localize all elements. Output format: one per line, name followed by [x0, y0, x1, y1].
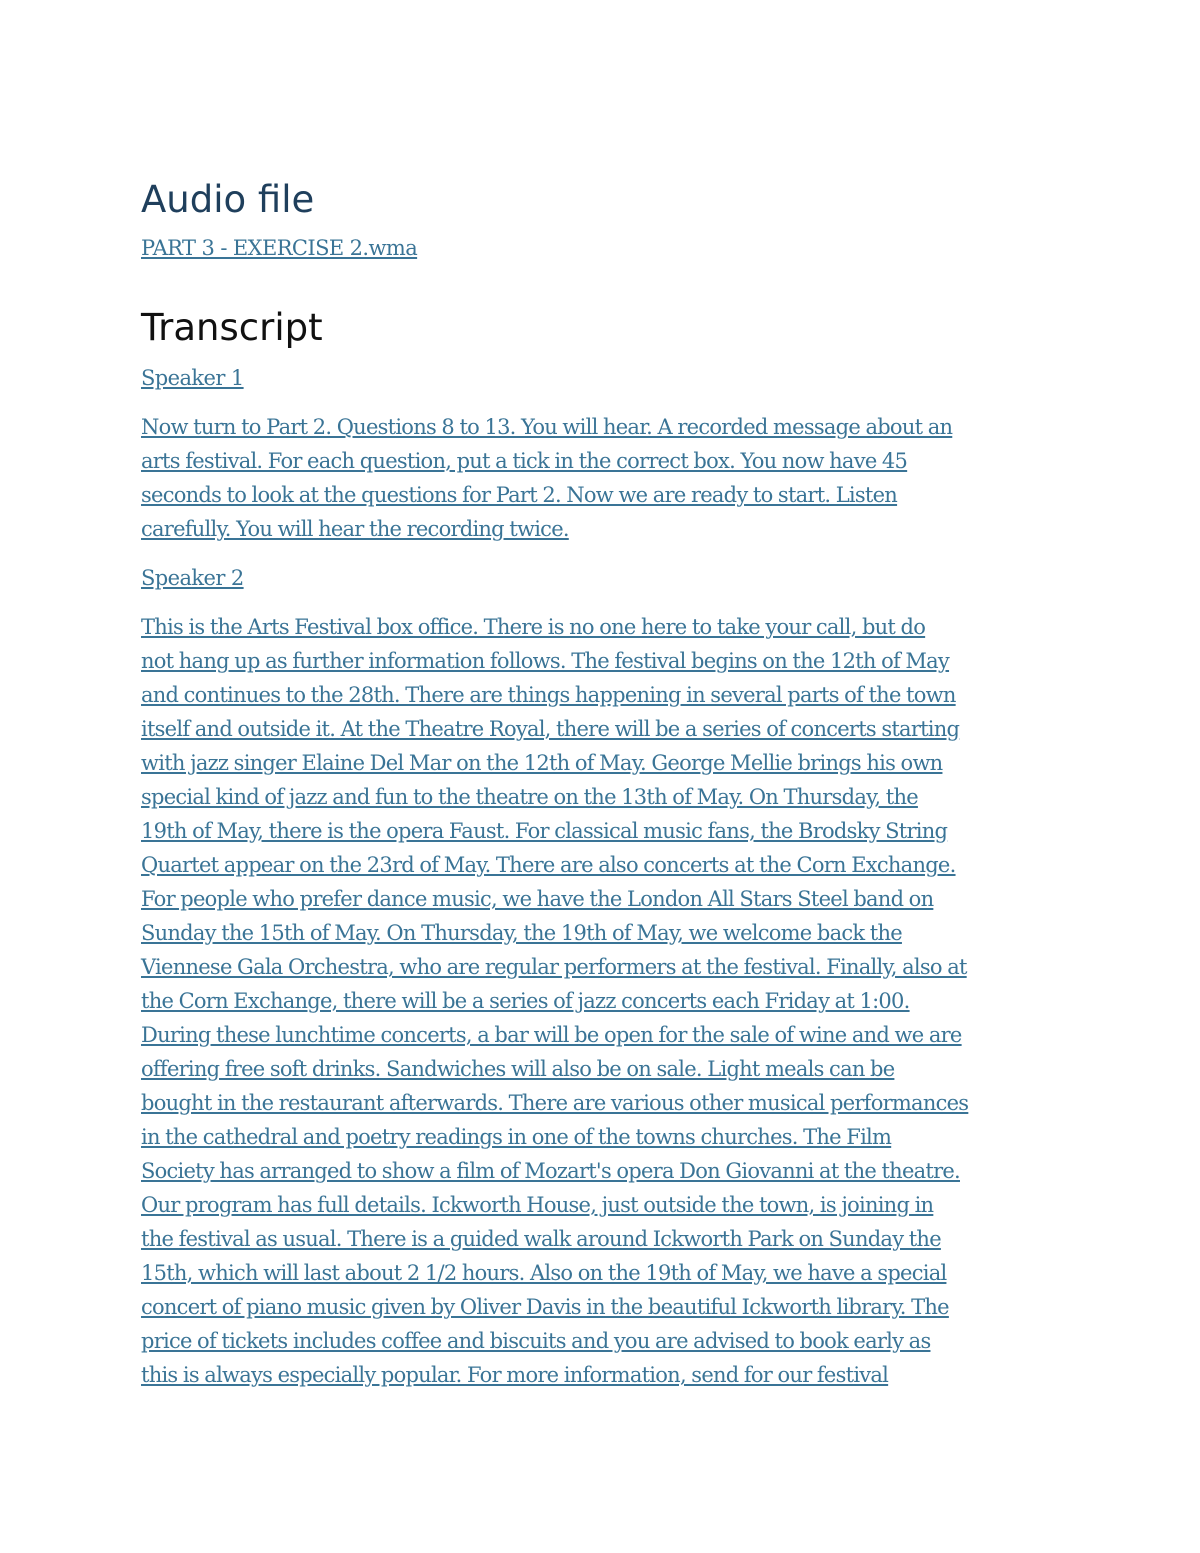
- text-line: bought in the restaurant afterwards. There are various other musical performances: [141, 1091, 969, 1115]
- transcript-heading: Transcript: [141, 306, 323, 349]
- text-line: Society has arranged to show a film of Mozart's opera Don Giovanni at the theatre.: [141, 1159, 960, 1183]
- text-line: carefully. You will hear the recording twice.: [141, 517, 569, 541]
- text-line: This is the Arts Festival box office. There is no one here to take your call, but do: [141, 615, 926, 639]
- text-line: Now turn to Part 2. Questions 8 to 13. You will hear. A recorded message about an: [141, 415, 953, 439]
- text-line: this is always especially popular. For more information, send for our festival: [141, 1363, 889, 1387]
- text-line: Quartet appear on the 23rd of May. There are also concerts at the Corn Exchange.: [141, 853, 956, 877]
- text-line: the Corn Exchange, there will be a series of jazz concerts each Friday at 1:00.: [141, 989, 910, 1013]
- text-line: seconds to look at the questions for Part 2. Now we are ready to start. Listen: [141, 483, 898, 507]
- audio-file-heading: Audio file: [141, 178, 315, 221]
- text-line: arts festival. For each question, put a tick in the correct box. You now have 45: [141, 449, 908, 473]
- document-page: [141, 170, 1061, 1392]
- text-line: price of tickets includes coffee and biscuits and you are advised to book early as: [141, 1329, 931, 1353]
- text-line: not hang up as further information follows. The festival begins on the 12th of May: [141, 649, 950, 673]
- text-line: Sunday the 15th of May. On Thursday, the 19th of May, we welcome back the: [141, 921, 902, 945]
- text-line: During these lunchtime concerts, a bar will be open for the sale of wine and we are: [141, 1023, 962, 1047]
- text-line: Our program has full details. Ickworth House, just outside the town, is joining in: [141, 1193, 934, 1217]
- speaker-1-label[interactable]: Speaker 1: [141, 366, 244, 390]
- text-line: Viennese Gala Orchestra, who are regular performers at the festival. Finally, also at: [141, 955, 967, 979]
- speaker-2-label[interactable]: Speaker 2: [141, 566, 244, 590]
- text-line: offering free soft drinks. Sandwiches will also be on sale. Light meals can be: [141, 1057, 895, 1081]
- text-line: 15th, which will last about 2 1/2 hours. Also on the 19th of May, we have a special: [141, 1261, 947, 1285]
- text-line: with jazz singer Elaine Del Mar on the 12th of May. George Mellie brings his own: [141, 751, 943, 775]
- text-line: itself and outside it. At the Theatre Royal, there will be a series of concerts starting: [141, 717, 960, 741]
- speaker-1-text[interactable]: [141, 410, 1061, 546]
- text-line: the festival as usual. There is a guided walk around Ickworth Park on Sunday the: [141, 1227, 941, 1251]
- text-line: and continues to the 28th. There are things happening in several parts of the town: [141, 683, 956, 707]
- text-line: special kind of jazz and fun to the theatre on the 13th of May. On Thursday, the: [141, 785, 918, 809]
- text-line: in the cathedral and poetry readings in one of the towns churches. The Film: [141, 1125, 892, 1149]
- text-line: concert of piano music given by Oliver Davis in the beautiful Ickworth library. The: [141, 1295, 949, 1319]
- speaker-2-text[interactable]: [141, 610, 1061, 1392]
- audio-file-link[interactable]: PART 3 - EXERCISE 2.wma: [141, 236, 418, 260]
- text-line: For people who prefer dance music, we have the London All Stars Steel band on: [141, 887, 934, 911]
- text-line: 19th of May, there is the opera Faust. For classical music fans, the Brodsky String: [141, 819, 948, 843]
